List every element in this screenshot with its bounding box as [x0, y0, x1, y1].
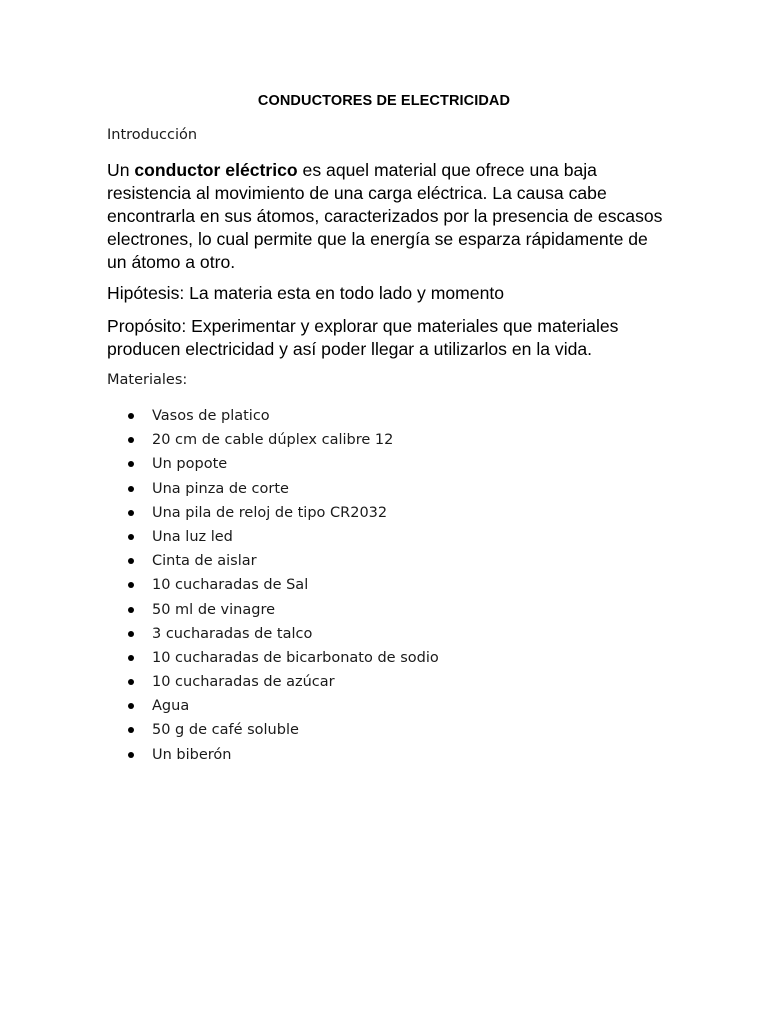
list-item [107, 573, 439, 597]
bullet-icon [128, 437, 134, 443]
list-item-text: Una pinza de corte [152, 480, 289, 497]
intro-rest: es aquel material que ofrece una baja resistencia al movimiento de una carga eléctrica. La causa cabe encontrarla en sus átomos, caracterizados por la presencia de escasos electrones, lo cual permite que la energía se esparza rápidamente de un átomo a otro. [107, 160, 663, 272]
list-item [107, 646, 439, 670]
list-item [107, 694, 439, 718]
document-title: CONDUCTORES DE ELECTRICIDAD [257, 93, 511, 109]
bullet-icon [128, 510, 134, 516]
bullet-icon [128, 752, 134, 758]
hipotesis-paragraph: Hipótesis: La materia esta en todo lado y momento [107, 283, 505, 303]
list-item-text: Agua [152, 698, 190, 715]
list-item-text: Un biberón [152, 746, 232, 763]
bullet-icon [128, 607, 134, 613]
bullet-icon [128, 703, 134, 709]
intro-bold-term: conductor eléctrico [134, 160, 298, 180]
bullet-icon [128, 655, 134, 661]
list-item-text: 20 cm de cable dúplex calibre 12 [152, 432, 394, 449]
list-item [107, 428, 439, 452]
list-item [107, 743, 439, 767]
list-item-text: Cinta de aislar [152, 553, 257, 570]
list-item [107, 549, 439, 573]
bullet-icon [128, 582, 134, 588]
list-item-text: Una luz led [152, 528, 233, 545]
list-item [107, 501, 439, 525]
list-item [107, 477, 439, 501]
list-item [107, 670, 439, 694]
intro-prefix: Un [107, 160, 135, 180]
list-item-text: Una pila de reloj de tipo CR2032 [152, 504, 388, 521]
bullet-icon [128, 486, 134, 492]
bullet-icon [128, 679, 134, 685]
list-item [107, 525, 439, 549]
bullet-icon [128, 461, 134, 467]
list-item-text: 3 cucharadas de talco [152, 625, 313, 642]
list-item [107, 404, 439, 428]
list-item-text: 10 cucharadas de Sal [152, 577, 309, 594]
bullet-icon [128, 534, 134, 540]
list-item [107, 718, 439, 742]
intro-paragraph [107, 159, 667, 274]
bullet-icon [128, 558, 134, 564]
list-item [107, 452, 439, 476]
list-item-text: Vasos de platico [152, 408, 270, 424]
list-item [107, 598, 439, 622]
list-item-text: Un popote [152, 456, 228, 473]
materiales-heading: Materiales: [107, 372, 188, 388]
bullet-icon [128, 727, 134, 733]
list-item-text: 50 ml de vinagre [152, 601, 276, 618]
list-item [107, 622, 439, 646]
bullet-icon [128, 631, 134, 637]
list-item-text: 10 cucharadas de azúcar [152, 674, 335, 691]
intro-heading: Introducción [107, 127, 198, 143]
proposito-paragraph: Propósito: Experimentar y explorar que materiales que materiales producen electricidad y así poder llegar a utilizarlos en la vida. [107, 316, 619, 359]
materials-list [107, 404, 439, 767]
bullet-icon [128, 413, 134, 419]
list-item-text: 10 cucharadas de bicarbonato de sodio [152, 649, 439, 666]
list-item-text: 50 g de café soluble [152, 722, 299, 739]
